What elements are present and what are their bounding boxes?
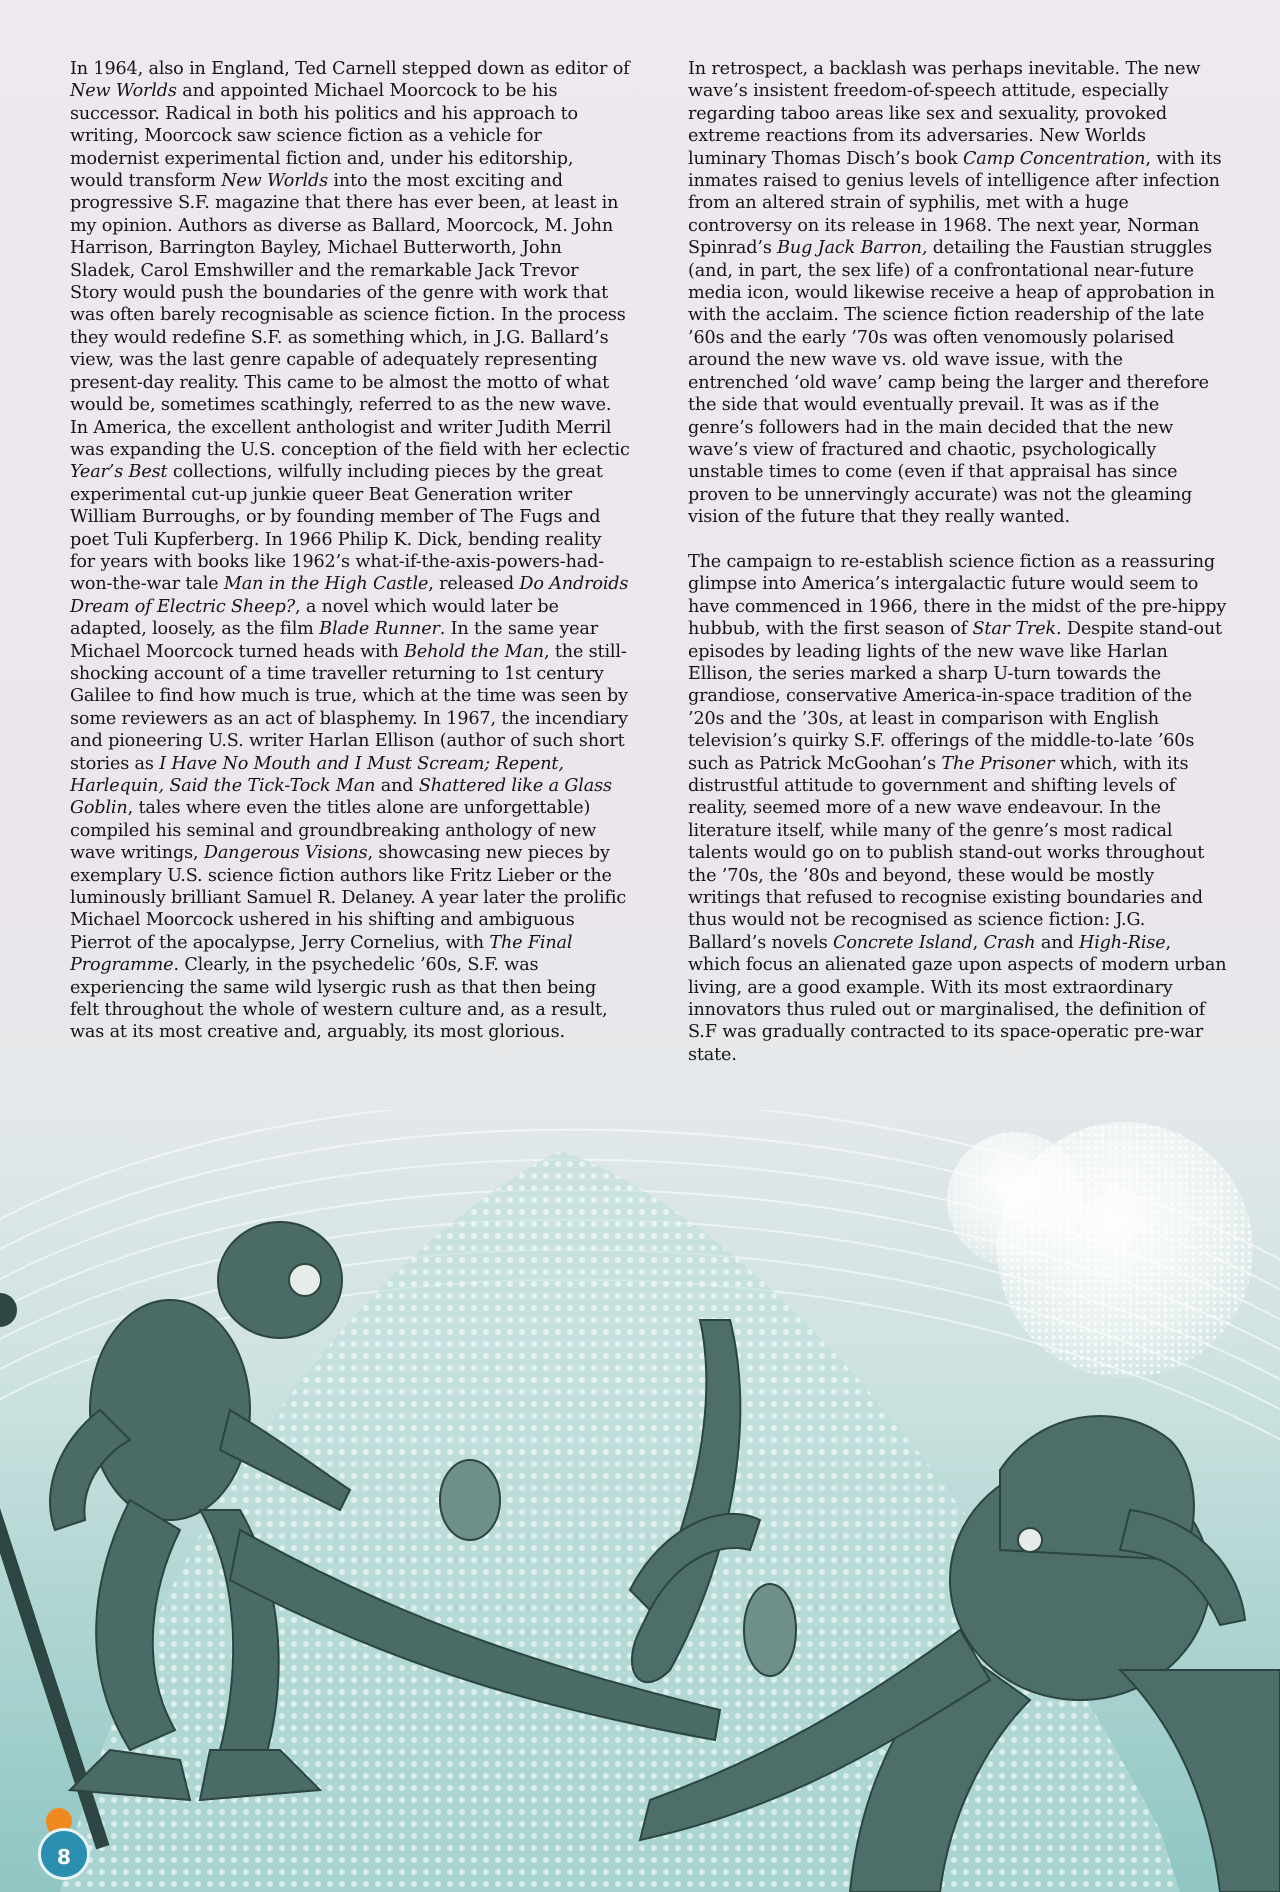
italic-title-run: Year’s Best [70,462,168,483]
left-paragraph-1 [70,58,630,1044]
italic-title-run: New Worlds [70,81,177,102]
text-run: . In the same year Michael Moorcock turned heads with [70,619,598,662]
italic-title-run: I Have No Mouth and I Must Scream; Repent, Harlequin, Said the Tick-Tock Man [70,753,564,796]
page-number-badge: 8 [38,1828,90,1880]
text-run: In retrospect, a backlash was perhaps inevitable. The new wave’s insistent freedom-of-speech attitude, especially regarding taboo areas like sex and sexuality, provoked extreme reactions from its adversaries. New Worlds luminary Thomas Disch’s book [688,59,1201,169]
text-run: , a novel which would later be adapted, loosely, as the film [70,596,559,640]
italic-title-run: Crash [983,932,1036,953]
text-run: and [375,776,419,796]
text-run: into the most exciting and progressive S.F. magazine that there has ever been, at least in my opinion. Authors as diverse as Ballard, Moorcock, M. John Harrison, Barrington Bayley, Michael Butterworth, John Sladek, Carol Emshwiller and the remarkable Jack Trevor Story would push the boundaries of the genre with work that was often barely recognisable as science fiction. In the process they would redefine S.F. as something which, in J.G. Ballard’s view, was the last genre capable of adequately representing present-day reality. This came to be almost the motto of what would be, sometimes scathingly, referred to as the new wave. In America, the excellent anthologist and writer Judith Merril was expanding the U.S. conception of the field with her eclectic [70,171,630,460]
italic-title-run: Bug Jack Barron, [777,238,928,259]
article-body [70,58,1230,1158]
text-run: collections, wilfully including pieces by the great experimental cut-up junkie queer Beat Generation writer William Burroughs, or by founding member of The Fugs and poet Tuli Kupferberg. In 1966 Philip K. Dick, bending reality for years with books like 1962’s what-if-the-axis-powers-had-won-the-war tale [70,462,605,595]
text-run: which, with its distrustful attitude to government and shifting levels of reality, seemed more of a new wave endeavour. In the literature itself, while many of the genre’s most radical talents would go on to publish stand-out works throughout the ’70s, the ’80s and beyond, these would be mostly writings that refused to recognise existing boundaries and thus would not be recognised as science fiction: J.G. Ballard’s novels [688,753,1205,953]
italic-title-run: Man in the High Castle [223,574,429,595]
italic-title-run: Dangerous Visions [203,843,368,864]
italic-title-run: Camp Concentration [963,148,1146,169]
monster-illustration [0,1110,1280,1892]
text-run: In 1964, also in England, Ted Carnell stepped down as editor of [70,59,630,79]
text-run: , tales where even the titles alone are unforgettable) compiled his seminal and groundbreaking anthology of new wave writings, [70,798,597,864]
text-run: . Despite stand-out episodes by leading lights of the new wave like Harlan Ellison, the series marked a sharp U-turn towards the grandiose, conservative America-in-space tradition of the ’20s and the ’30s, at least in comparison with English television’s quirky S.F. offerings of the middle-to-late ’60s such as Patrick McGoohan’s [688,619,1222,774]
italic-title-run: Blade Runner [319,619,440,640]
sphere-decoration [947,1122,1253,1378]
italic-title-run: High-Rise [1079,932,1166,953]
italic-title-run: The Prisoner [941,753,1055,774]
text-run: , released [428,574,520,595]
text-run: detailing the Faustian struggles (and, in part, the sex life) of a confrontational near-future media icon, would likewise receive a heap of approbation in with the acclaim. The science fiction readership of the late ’60s and the early ’70s was often venomously polarised around the new wave vs. old wave issue, with the entrenched ‘old wave’ camp being the larger and therefore the side that would eventually prevail. It was as if the genre’s followers had in the main decided that the new wave’s view of fractured and chaotic, psychologically unstable times to come (even if that appraisal has since proven to be unnervingly accurate) was not the gleaming vision of the future that they really wanted. [688,238,1215,528]
text-run: , which focus an alienated gaze upon aspects of modern urban living, are a good example. With its most extraordinary innovators thus ruled out or marginalised, the definition of S.F was gradually contracted to its space-operatic pre-war state. [688,932,1227,1065]
italic-title-run: Behold the Man [404,641,544,662]
text-run: and [1035,932,1080,953]
italic-title-run: The Final Programme [70,932,573,976]
italic-title-run: Do Androids Dream of Electric Sheep? [70,574,629,617]
text-run: , showcasing new pieces by exemplary U.S. science fiction authors like Fritz Lieber or the luminously brilliant Samuel R. Delaney. A year later the prolific Michael Moorcock ushered in his shifting and ambiguous Pierrot of the apocalypse, Jerry Cornelius, with [70,843,627,953]
right-paragraph-1 [688,58,1228,529]
right-paragraph-2 [688,551,1228,1066]
text-run: , the still-shocking account of a time traveller returning to 1st century Galilee to find how much is true, which at the time was seen by some reviewers as an act of blasphemy. In 1967, the incendiary and pioneering U.S. writer Harlan Ellison (author of such short stories as [70,641,628,774]
text-run: . Clearly, in the psychedelic ’60s, S.F. was experiencing the same wild lysergic rush as that then being felt throughout the whole of western culture and, as a result, was at its most creative and, arguably, its most glorious. [70,955,608,1043]
italic-title-run: New Worlds [221,171,328,192]
italic-title-run: Star Trek [972,619,1056,640]
right-column [688,58,1228,1066]
text-run: , [972,932,984,953]
text-run: , with its inmates raised to genius levels of intelligence after infection from an altered strain of syphilis, met with a huge controversy on its release in 1968. The next year, Norman Spinrad’s [688,148,1222,259]
text-run: and appointed Michael Moorcock to be his successor. Radical in both his politics and his approach to writing, Moorcock saw science fiction as a vehicle for modernist experimental fiction and, under his editorship, would transform [70,81,578,192]
italic-title-run: Concrete Island [833,932,973,953]
italic-title-run: Shattered like a Glass Goblin [70,776,612,819]
left-column [70,58,630,1044]
text-run: The campaign to re-establish science fiction as a reassuring glimpse into America’s intergalactic future would seem to have commenced in 1966, there in the midst of the pre-hippy hubbub, with the first season of [688,551,1227,640]
